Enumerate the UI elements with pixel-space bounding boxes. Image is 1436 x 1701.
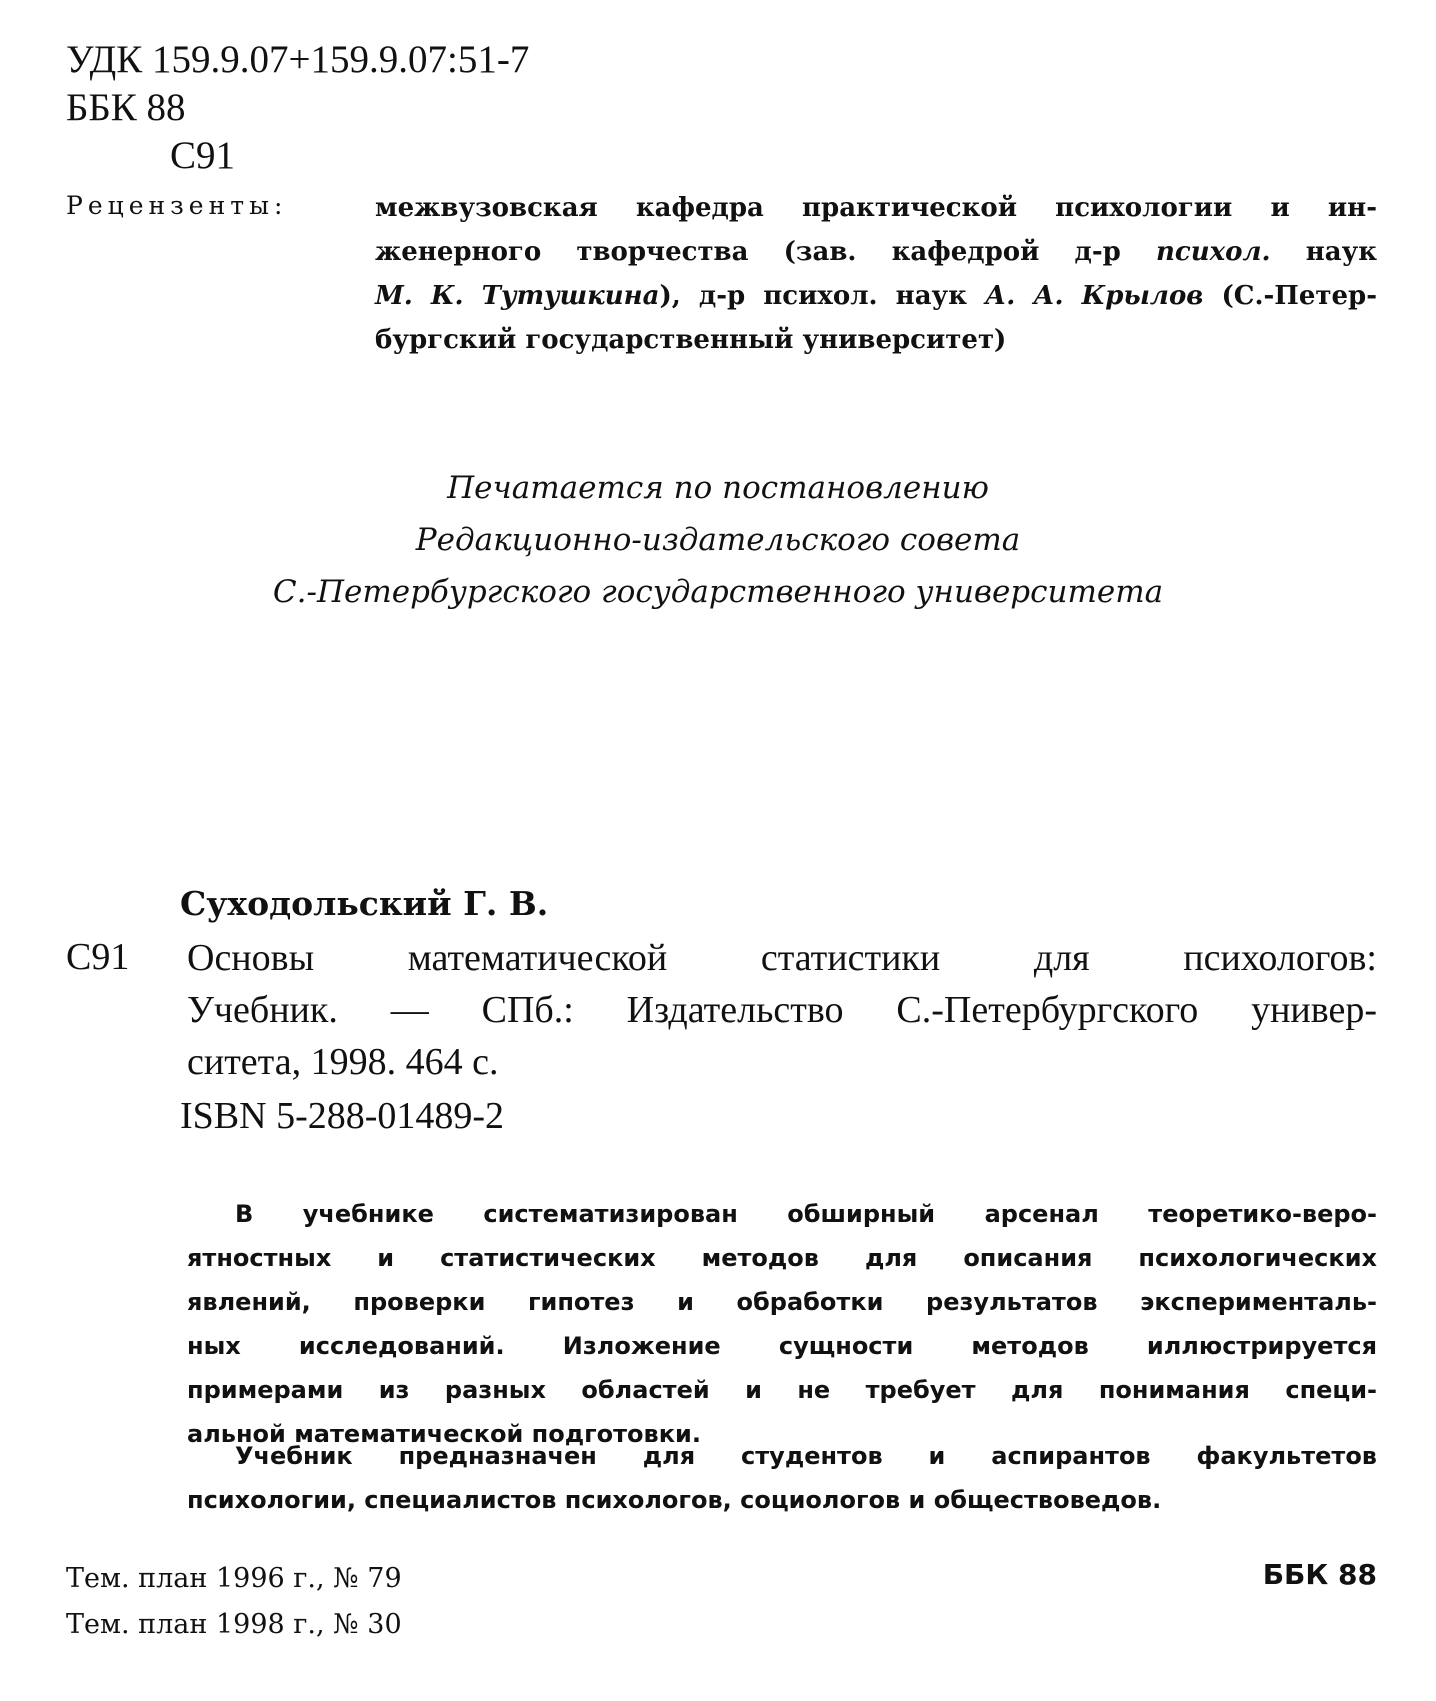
annotation-line: Учебник предназначен для студентов и аспирантов факультетов [235,1442,1377,1470]
isbn: ISBN 5-288-01489-2 [180,1095,505,1137]
description-line: Основы математической статистики для психологов: [187,937,1377,979]
annotation-line: примерами из разных областей и не требует для понимания специ- [187,1376,1377,1404]
reviewers-text [375,186,1377,362]
print-note-line: С.-Петербургского государственного университета [272,574,1164,610]
reviewers-text-run: наук [1270,237,1377,267]
reviewers-text-run: А. А. Крылов [985,281,1204,311]
print-approval-note [0,462,1436,618]
book-description [187,932,1377,1088]
reviewers-line [375,230,1377,274]
reviewers-text-run: межвузовская кафедра практической психологии и ин- [375,193,1377,223]
print-note-line: Редакционно-издательского совета [415,522,1021,558]
reviewers-line [375,186,1377,230]
reviewers-text-run: бургский государственный университет) [375,325,1007,355]
annotation-line: явлений, проверки гипотез и обработки результатов эксперименталь- [187,1288,1377,1316]
bbk-code: ББК 88 [66,86,186,129]
tem-plan-line: Тем. план 1996 г., № 79 [66,1563,402,1594]
annotation-line: ятностных и статистических методов для описания психологических [187,1244,1377,1272]
description-line: ситета, 1998. 464 с. [187,1041,499,1083]
annotation-line: ных исследований. Изложение сущности методов иллюстрируется [187,1332,1377,1360]
reviewers-line [375,318,1377,362]
reviewers-text-run: ), д-р психол. наук [659,281,986,311]
reviewers-text-run: женерного творчества (зав. кафедрой д-р [375,237,1156,267]
print-note-line: Печатается по постановлению [447,470,989,506]
reviewers-text-run: М. К. Тутушкина [375,281,660,311]
book-author: Суходольский Г. В. [180,884,549,923]
udk-code: УДК 159.9.07+159.9.07:51-7 [66,38,530,81]
reviewers-text-run: психол. [1155,237,1271,267]
tem-plan-line: Тем. план 1998 г., № 30 [66,1609,402,1640]
reviewers-label: Рецензенты: [66,191,288,220]
annotation-line: психологии, специалистов психологов, социологов и обществоведов. [187,1486,1162,1514]
description-line: Учебник. — СПб.: Издательство С.-Петербургского универ- [187,989,1377,1031]
annotation-line: альной математической подготовки. [187,1420,701,1448]
annotation-paragraph [187,1192,1377,1456]
author-mark: С91 [170,134,236,177]
annotation-line: В учебнике систематизирован обширный арсенал теоретико-веро- [235,1200,1377,1228]
reviewers-text-run: (С.-Петер- [1203,281,1377,311]
entry-author-mark: С91 [66,936,130,978]
bbk-code-footer: ББК 88 [1262,1558,1377,1591]
annotation-paragraph [187,1434,1377,1522]
reviewers-line [375,274,1377,318]
